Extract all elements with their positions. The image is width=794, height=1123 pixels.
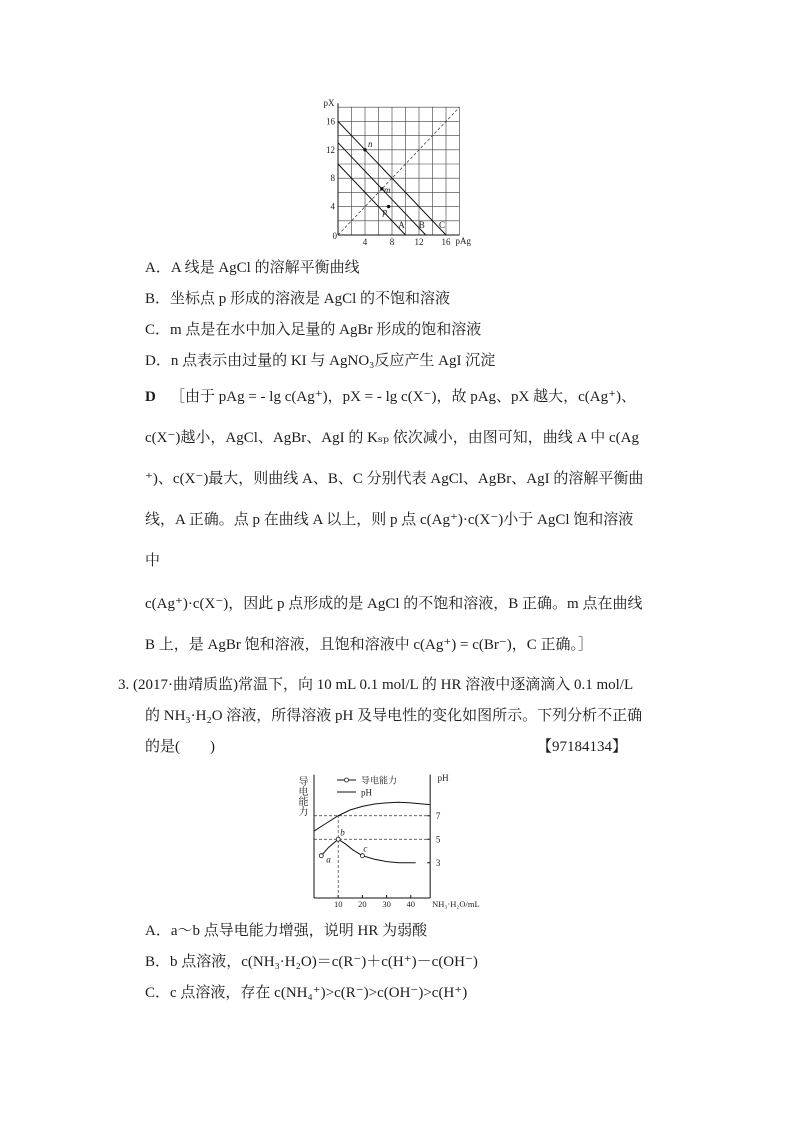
x-tick-label: 4 <box>362 237 368 247</box>
y-tick-label: 16 <box>326 116 335 127</box>
x-tick-label: 40 <box>406 899 416 909</box>
x-axis-label: pAg <box>455 236 471 246</box>
q2-option-b: B．坐标点 p 形成的溶液是 AgCl 的不饱和溶液 <box>145 291 451 307</box>
ph-curve <box>314 802 430 831</box>
x-tick-label: 30 <box>382 899 391 909</box>
point-label-c: c <box>363 843 368 854</box>
q3-option-a: A．a～b 点导电能力增强，说明 HR 为弱酸 <box>145 923 428 939</box>
point-label-p: p <box>382 206 388 217</box>
q2-option-c: C．m 点是在水中加入足量的 AgBr 形成的饱和溶液 <box>145 322 482 338</box>
y-axis-label: pX <box>323 98 335 109</box>
answer-line: 线，A 正确。点 p 在曲线 A 以上，则 p 点 c(Ag⁺)·c(X⁻)小于 AgCl 饱和溶液 <box>145 512 634 528</box>
q3-stem-line: 3. (2017·曲靖质监)常温下，向 10 mL 0.1 mol/L 的 HR 溶液中逐滴滴入 0.1 mol/L <box>118 677 634 693</box>
q3-option-c: C．c 点溶液，存在 c(NH₄⁺)>c(R⁻)>c(OH⁻)>c(H⁺) <box>145 985 468 1001</box>
y-axis-right-label: pH <box>437 773 449 783</box>
curve-label-B: B <box>418 219 425 230</box>
legend-label: pH <box>361 787 372 798</box>
point-label-b: b <box>340 827 345 838</box>
point-label-m: m <box>383 184 391 195</box>
y-tick-label: 12 <box>326 144 335 155</box>
q2-option-d: D．n 点表示由过量的 KI 与 AgNO₃反应产生 AgI 沉淀 <box>145 353 496 369</box>
answer-label: D <box>145 389 156 405</box>
x-tick-label: 12 <box>414 237 424 247</box>
x-tick-label: 8 <box>389 237 395 247</box>
answer-line: B 上，是 AgBr 饱和溶液，且饱和溶液中 c(Ag⁺) = c(Br⁻)，C 正确。］ <box>145 637 594 653</box>
q3-stem-line: 的是( ) <box>145 739 215 755</box>
point-b <box>336 837 340 841</box>
answer-line: c(X⁻)越小，AgCl、AgBr、AgI 的 Kₛₚ 依次减小，由图可知，曲线 A 中 c(Ag <box>145 430 639 446</box>
answer-line: ［由于 pAg = - lg c(Ag⁺)，pX = - lg c(X⁻)，故 pAg、pX 越大，c(Ag⁺)、 <box>170 389 637 405</box>
x-tick-label: 10 <box>333 899 343 909</box>
y-right-tick-label: 7 <box>435 810 441 821</box>
q3-option-b: B．b 点溶液，c(NH₃·H₂O)＝c(R⁻)＋c(H⁺)－c(OH⁻) <box>145 954 478 970</box>
conductivity-ph-chart <box>290 765 505 915</box>
y-axis-left-label: 导电能力 <box>296 776 307 816</box>
y-right-tick-label: 5 <box>435 834 441 845</box>
y-tick-label: 4 <box>330 201 335 212</box>
y-tick-label: 8 <box>330 173 335 184</box>
x-tick-label: 20 <box>358 899 367 909</box>
answer-line: c(Ag⁺)·c(X⁻)，因此 p 点形成的是 AgCl 的不饱和溶液，B 正确。m 点在曲线 <box>145 596 643 612</box>
q3-stem-line: 的 NH₃·H₂O 溶液，所得溶液 pH 及导电性的变化如图所示。下列分析不正确 <box>145 708 643 724</box>
question-code: 【97184134】 <box>537 739 628 755</box>
point-a <box>319 854 323 858</box>
answer-line: ⁺)、c(X⁻)最大，则曲线 A、B、C 分别代表 AgCl、AgBr、AgI 的溶解平衡曲 <box>145 471 644 487</box>
point-label-n: n <box>368 138 373 149</box>
origin-label: 0 <box>332 231 337 241</box>
answer-line: 中 <box>145 553 161 569</box>
legend-marker <box>345 778 349 782</box>
point-label-a: a <box>326 854 331 865</box>
curve-label-A: A <box>398 219 405 230</box>
conductivity-curve <box>321 839 415 863</box>
curve-label-C: C <box>438 219 445 230</box>
q2-option-a: A．A 线是 AgCl 的溶解平衡曲线 <box>145 260 360 276</box>
x-tick-label: 16 <box>441 237 451 247</box>
x-axis-label: NH₃·H₂O/mL <box>432 899 480 909</box>
point-c <box>360 854 364 858</box>
legend-label: 导电能力 <box>361 775 398 786</box>
y-right-tick-label: 3 <box>435 857 441 868</box>
